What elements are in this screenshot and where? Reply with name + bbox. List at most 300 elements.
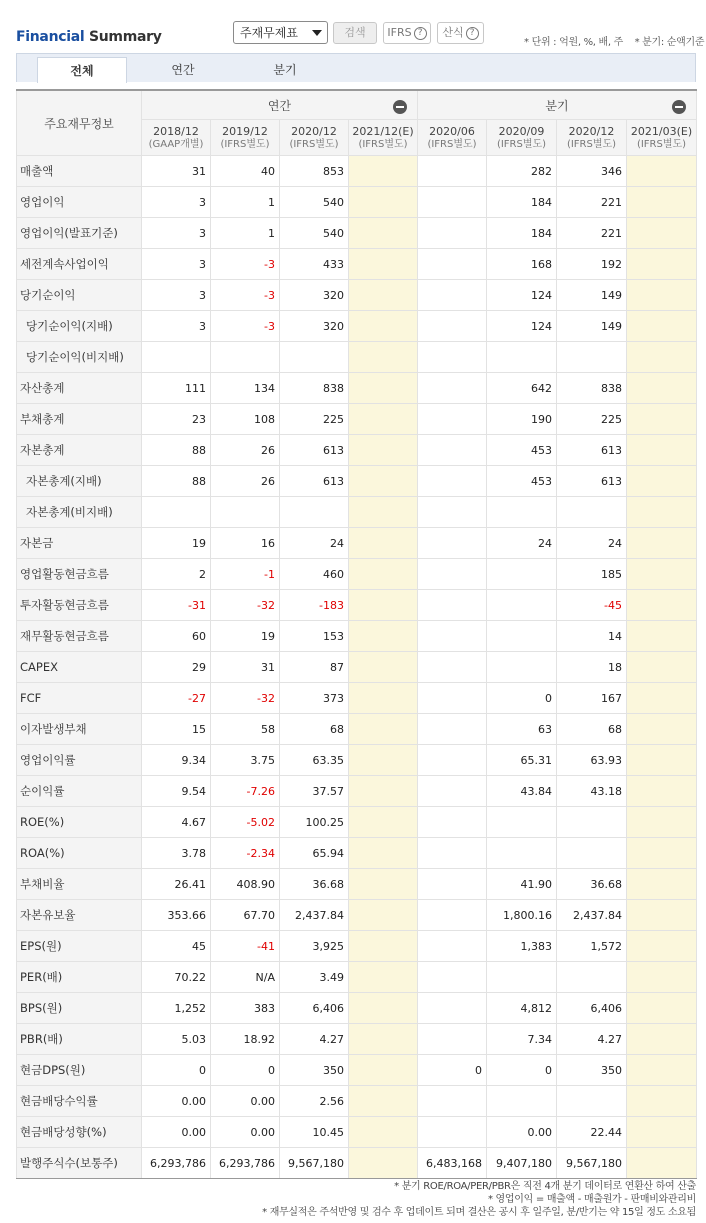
table-cell: 613 xyxy=(557,435,627,466)
row-label: BPS(원) xyxy=(17,993,142,1024)
row-label: 발행주식수(보통주) xyxy=(17,1148,142,1179)
table-cell: 168 xyxy=(487,249,557,280)
table-cell xyxy=(418,838,487,869)
table-cell: 853 xyxy=(280,156,349,187)
table-cell xyxy=(627,1086,697,1117)
table-cell: 37.57 xyxy=(280,776,349,807)
table-cell: 1 xyxy=(211,187,280,218)
table-cell: 4.27 xyxy=(557,1024,627,1055)
table-cell: 1 xyxy=(211,218,280,249)
table-cell: 838 xyxy=(280,373,349,404)
ifrs-help-button[interactable] xyxy=(383,22,431,44)
annual-group-header xyxy=(142,90,418,120)
table-cell xyxy=(627,404,697,435)
table-cell xyxy=(627,435,697,466)
table-cell xyxy=(349,962,418,993)
table-cell xyxy=(418,869,487,900)
table-cell xyxy=(142,342,211,373)
tab-annual[interactable]: 연간 xyxy=(171,63,195,77)
table-row xyxy=(17,931,697,962)
table-cell: 15 xyxy=(142,714,211,745)
table-cell: -2.34 xyxy=(211,838,280,869)
table-cell xyxy=(418,931,487,962)
table-cell: 3 xyxy=(142,218,211,249)
table-cell xyxy=(487,838,557,869)
table-cell: -41 xyxy=(211,931,280,962)
table-row xyxy=(17,404,697,435)
table-cell xyxy=(349,590,418,621)
table-cell: 6,293,786 xyxy=(211,1148,280,1179)
table-cell: 433 xyxy=(280,249,349,280)
table-cell: 124 xyxy=(487,311,557,342)
table-cell: 9.54 xyxy=(142,776,211,807)
table-row xyxy=(17,1148,697,1179)
table-cell xyxy=(349,528,418,559)
table-cell xyxy=(487,621,557,652)
row-label: CAPEX xyxy=(17,652,142,683)
table-cell: 0 xyxy=(142,1055,211,1086)
row-label: ROE(%) xyxy=(17,807,142,838)
row-label: 세전계속사업이익 xyxy=(17,249,142,280)
table-cell: 1,572 xyxy=(557,931,627,962)
statement-select[interactable] xyxy=(233,21,328,44)
table-cell xyxy=(418,1086,487,1117)
column-period: 2020/09 xyxy=(498,124,545,138)
table-cell xyxy=(627,559,697,590)
table-cell: 353.66 xyxy=(142,900,211,931)
table-cell xyxy=(349,559,418,590)
table-cell xyxy=(349,838,418,869)
table-cell: 149 xyxy=(557,311,627,342)
table-cell: 453 xyxy=(487,466,557,497)
table-cell xyxy=(349,869,418,900)
question-icon: ? xyxy=(466,27,479,40)
table-cell: 100.25 xyxy=(280,807,349,838)
table-cell: 346 xyxy=(557,156,627,187)
column-header xyxy=(349,120,418,156)
table-cell: 43.18 xyxy=(557,776,627,807)
table-cell: 19 xyxy=(211,621,280,652)
table-cell: 68 xyxy=(557,714,627,745)
table-cell: 453 xyxy=(487,435,557,466)
table-cell: 36.68 xyxy=(280,869,349,900)
table-row xyxy=(17,373,697,404)
table-row xyxy=(17,156,697,187)
table-cell: 124 xyxy=(487,280,557,311)
table-cell xyxy=(487,590,557,621)
table-cell xyxy=(627,311,697,342)
table-cell xyxy=(627,652,697,683)
table-cell xyxy=(487,559,557,590)
row-label: 부채총계 xyxy=(17,404,142,435)
table-cell: 41.90 xyxy=(487,869,557,900)
column-period: 2020/06 xyxy=(429,124,475,138)
table-cell: 4.27 xyxy=(280,1024,349,1055)
table-cell xyxy=(349,1055,418,1086)
table-cell: 2.56 xyxy=(280,1086,349,1117)
column-period: 2020/12 xyxy=(568,124,615,138)
table-row xyxy=(17,311,697,342)
table-row xyxy=(17,1024,697,1055)
table-cell: 613 xyxy=(280,466,349,497)
table-cell xyxy=(627,931,697,962)
table-cell xyxy=(627,621,697,652)
table-cell xyxy=(349,1024,418,1055)
table-cell xyxy=(627,280,697,311)
table-cell xyxy=(627,342,697,373)
table-cell xyxy=(627,528,697,559)
table-cell: 225 xyxy=(557,404,627,435)
table-cell: 31 xyxy=(211,652,280,683)
table-cell: 320 xyxy=(280,311,349,342)
footnote: * 영업이익 = 매출액 - 매출원가 - 판매비와관리비 xyxy=(487,1194,696,1205)
table-cell xyxy=(557,497,627,528)
table-cell: 4,812 xyxy=(487,993,557,1024)
table-cell xyxy=(349,1117,418,1148)
table-cell: N/A xyxy=(211,962,280,993)
table-cell xyxy=(280,497,349,528)
column-basis: (IFRS별도) xyxy=(566,138,617,150)
table-cell: 87 xyxy=(280,652,349,683)
table-cell xyxy=(627,838,697,869)
table-row xyxy=(17,683,697,714)
table-row xyxy=(17,652,697,683)
table-cell: 18 xyxy=(557,652,627,683)
table-cell: -1 xyxy=(211,559,280,590)
table-cell: 282 xyxy=(487,156,557,187)
table-cell: 0 xyxy=(211,1055,280,1086)
table-row xyxy=(17,807,697,838)
table-cell: 65.31 xyxy=(487,745,557,776)
table-cell: 3 xyxy=(142,249,211,280)
table-cell xyxy=(418,1117,487,1148)
unit-notes xyxy=(524,33,704,48)
column-header xyxy=(280,120,349,156)
table-row xyxy=(17,497,697,528)
table-cell: 0 xyxy=(487,683,557,714)
table-cell xyxy=(418,745,487,776)
table-row xyxy=(17,1086,697,1117)
table-cell xyxy=(349,156,418,187)
table-cell: 26 xyxy=(211,435,280,466)
table-cell xyxy=(418,1024,487,1055)
table-cell xyxy=(349,807,418,838)
table-cell xyxy=(627,745,697,776)
table-cell xyxy=(349,373,418,404)
table-cell: 2 xyxy=(142,559,211,590)
table-cell xyxy=(557,807,627,838)
quarter-group-header xyxy=(418,90,697,120)
table-cell: -31 xyxy=(142,590,211,621)
table-cell xyxy=(418,187,487,218)
table-cell xyxy=(349,714,418,745)
statement-select-value: 주재무제표 xyxy=(240,26,298,40)
table-cell xyxy=(487,962,557,993)
table-row xyxy=(17,528,697,559)
table-cell: 67.70 xyxy=(211,900,280,931)
row-label: 자산총계 xyxy=(17,373,142,404)
table-cell: 185 xyxy=(557,559,627,590)
table-cell: 642 xyxy=(487,373,557,404)
table-cell xyxy=(627,1055,697,1086)
table-cell: 29 xyxy=(142,652,211,683)
table-cell: 2,437.84 xyxy=(557,900,627,931)
table-cell xyxy=(627,497,697,528)
footnote: * 분기 ROE/ROA/PER/PBR은 직전 4개 분기 데이터로 연환산 하여 산출 xyxy=(394,1181,696,1192)
financial-table-container xyxy=(16,89,696,1179)
table-cell: 320 xyxy=(280,280,349,311)
table-cell xyxy=(418,807,487,838)
row-label: FCF xyxy=(17,683,142,714)
table-row xyxy=(17,621,697,652)
table-cell xyxy=(418,993,487,1024)
footnotes xyxy=(262,1180,696,1219)
table-cell: 373 xyxy=(280,683,349,714)
column-period: 2020/12 xyxy=(291,124,337,138)
table-cell xyxy=(487,342,557,373)
table-cell: 58 xyxy=(211,714,280,745)
tab-quarter[interactable]: 분기 xyxy=(273,63,297,77)
table-cell: -183 xyxy=(280,590,349,621)
table-cell xyxy=(349,745,418,776)
table-cell: 3.49 xyxy=(280,962,349,993)
table-cell xyxy=(627,714,697,745)
table-cell xyxy=(627,993,697,1024)
table-cell: 2,437.84 xyxy=(280,900,349,931)
table-cell: 167 xyxy=(557,683,627,714)
table-cell: 22.44 xyxy=(557,1117,627,1148)
table-cell: 26 xyxy=(211,466,280,497)
table-cell xyxy=(349,1148,418,1179)
collapse-annual-icon[interactable] xyxy=(393,100,407,114)
table-row xyxy=(17,1117,697,1148)
table-cell: 149 xyxy=(557,280,627,311)
table-row xyxy=(17,714,697,745)
table-cell: 9.34 xyxy=(142,745,211,776)
table-cell: 24 xyxy=(557,528,627,559)
table-cell xyxy=(627,962,697,993)
table-cell: 24 xyxy=(280,528,349,559)
table-cell xyxy=(418,621,487,652)
table-cell: 6,406 xyxy=(280,993,349,1024)
table-cell: 63 xyxy=(487,714,557,745)
table-cell: 221 xyxy=(557,187,627,218)
column-period: 2019/12 xyxy=(222,124,268,138)
table-cell: 3.75 xyxy=(211,745,280,776)
table-cell xyxy=(349,621,418,652)
chevron-down-icon xyxy=(312,30,322,36)
table-cell: -3 xyxy=(211,280,280,311)
column-header xyxy=(557,120,627,156)
table-cell: 31 xyxy=(142,156,211,187)
row-label: 영업이익(발표기준) xyxy=(17,218,142,249)
table-cell: 0.00 xyxy=(211,1117,280,1148)
table-cell: 9,407,180 xyxy=(487,1148,557,1179)
table-cell: 153 xyxy=(280,621,349,652)
search-button[interactable]: 검색 xyxy=(333,22,377,44)
table-row xyxy=(17,838,697,869)
table-cell xyxy=(487,652,557,683)
table-cell xyxy=(627,1148,697,1179)
table-cell xyxy=(280,342,349,373)
row-label: 영업이익 xyxy=(17,187,142,218)
column-period: 2018/12 xyxy=(153,124,199,138)
table-cell: 60 xyxy=(142,621,211,652)
table-cell: 1,252 xyxy=(142,993,211,1024)
table-cell: 3 xyxy=(142,311,211,342)
row-label: 자본총계(비지배) xyxy=(17,497,142,528)
row-label: PBR(배) xyxy=(17,1024,142,1055)
table-cell: 111 xyxy=(142,373,211,404)
table-cell: 24 xyxy=(487,528,557,559)
table-cell: 540 xyxy=(280,187,349,218)
table-cell: 6,406 xyxy=(557,993,627,1024)
table-cell xyxy=(418,342,487,373)
table-cell: 184 xyxy=(487,218,557,249)
table-cell: 43.84 xyxy=(487,776,557,807)
row-label: 자본총계 xyxy=(17,435,142,466)
row-label: 현금배당성향(%) xyxy=(17,1117,142,1148)
formula-help-button[interactable] xyxy=(437,22,484,44)
column-basis: (IFRS별도) xyxy=(289,138,339,150)
table-cell xyxy=(487,807,557,838)
table-cell: 408.90 xyxy=(211,869,280,900)
table-cell: -3 xyxy=(211,311,280,342)
ifrs-label: IFRS xyxy=(387,26,412,39)
table-cell: 40 xyxy=(211,156,280,187)
table-cell: 4.67 xyxy=(142,807,211,838)
table-cell xyxy=(557,838,627,869)
table-cell xyxy=(418,776,487,807)
table-cell: 134 xyxy=(211,373,280,404)
table-cell: 68 xyxy=(280,714,349,745)
table-cell: 18.92 xyxy=(211,1024,280,1055)
table-cell: -45 xyxy=(557,590,627,621)
table-cell xyxy=(627,776,697,807)
tab-all[interactable]: 전체 xyxy=(37,57,127,83)
table-cell: 19 xyxy=(142,528,211,559)
table-cell xyxy=(418,714,487,745)
table-cell: 225 xyxy=(280,404,349,435)
table-cell: 9,567,180 xyxy=(280,1148,349,1179)
row-label: 부채비율 xyxy=(17,869,142,900)
row-label: 투자활동현금흐름 xyxy=(17,590,142,621)
table-cell xyxy=(349,342,418,373)
column-period: 2021/03(E) xyxy=(630,124,693,138)
table-cell xyxy=(418,280,487,311)
page-title xyxy=(16,29,162,45)
table-cell: 63.35 xyxy=(280,745,349,776)
table-cell xyxy=(418,249,487,280)
row-label: EPS(원) xyxy=(17,931,142,962)
table-cell xyxy=(487,497,557,528)
table-cell xyxy=(418,559,487,590)
table-cell: 9,567,180 xyxy=(557,1148,627,1179)
table-cell xyxy=(349,931,418,962)
row-label: 자본금 xyxy=(17,528,142,559)
table-cell xyxy=(349,900,418,931)
table-cell xyxy=(349,776,418,807)
table-cell xyxy=(349,249,418,280)
table-row xyxy=(17,900,697,931)
table-cell: 63.93 xyxy=(557,745,627,776)
table-row xyxy=(17,869,697,900)
table-cell xyxy=(418,497,487,528)
table-cell xyxy=(627,187,697,218)
column-basis: (IFRS별도) xyxy=(427,138,477,150)
table-cell xyxy=(349,187,418,218)
row-label: 순이익률 xyxy=(17,776,142,807)
corner-header: 주요재무정보 xyxy=(17,90,142,156)
table-cell: -32 xyxy=(211,683,280,714)
table-row xyxy=(17,993,697,1024)
row-label: 당기순이익(비지배) xyxy=(17,342,142,373)
table-cell: 3 xyxy=(142,280,211,311)
column-basis: (IFRS별도) xyxy=(220,138,270,150)
table-cell xyxy=(627,249,697,280)
table-cell: 613 xyxy=(557,466,627,497)
table-cell: 221 xyxy=(557,218,627,249)
table-cell xyxy=(627,1024,697,1055)
table-cell xyxy=(418,156,487,187)
column-basis: (IFRS별도) xyxy=(636,138,687,150)
column-basis: (IFRS별도) xyxy=(358,138,408,150)
table-cell xyxy=(627,156,697,187)
table-cell xyxy=(418,962,487,993)
annual-group-label: 연간 xyxy=(267,98,292,113)
table-cell: 184 xyxy=(487,187,557,218)
table-row xyxy=(17,466,697,497)
table-cell: 192 xyxy=(557,249,627,280)
table-cell xyxy=(627,1117,697,1148)
row-label: 당기순이익 xyxy=(17,280,142,311)
table-cell: 0.00 xyxy=(487,1117,557,1148)
table-cell xyxy=(349,683,418,714)
table-row xyxy=(17,435,697,466)
table-cell xyxy=(627,590,697,621)
table-cell xyxy=(557,1086,627,1117)
row-label: 당기순이익(지배) xyxy=(17,311,142,342)
table-cell xyxy=(418,683,487,714)
question-icon: ? xyxy=(414,27,427,40)
table-cell: 45 xyxy=(142,931,211,962)
row-label: 영업이익률 xyxy=(17,745,142,776)
table-cell xyxy=(349,404,418,435)
table-cell xyxy=(627,869,697,900)
row-label: 현금DPS(원) xyxy=(17,1055,142,1086)
table-cell: 1,800.16 xyxy=(487,900,557,931)
row-label: 현금배당수익률 xyxy=(17,1086,142,1117)
table-cell: 1,383 xyxy=(487,931,557,962)
collapse-quarter-icon[interactable] xyxy=(672,100,686,114)
row-label: 자본총계(지배) xyxy=(17,466,142,497)
row-label: 이자발생부채 xyxy=(17,714,142,745)
table-cell: 383 xyxy=(211,993,280,1024)
table-cell: 5.03 xyxy=(142,1024,211,1055)
table-cell: 14 xyxy=(557,621,627,652)
table-cell: 36.68 xyxy=(557,869,627,900)
table-cell xyxy=(349,466,418,497)
table-row xyxy=(17,187,697,218)
table-cell xyxy=(349,435,418,466)
column-header xyxy=(627,120,697,156)
table-cell xyxy=(627,900,697,931)
table-cell xyxy=(418,311,487,342)
table-cell: 350 xyxy=(280,1055,349,1086)
table-cell: -5.02 xyxy=(211,807,280,838)
column-header xyxy=(211,120,280,156)
table-row xyxy=(17,962,697,993)
